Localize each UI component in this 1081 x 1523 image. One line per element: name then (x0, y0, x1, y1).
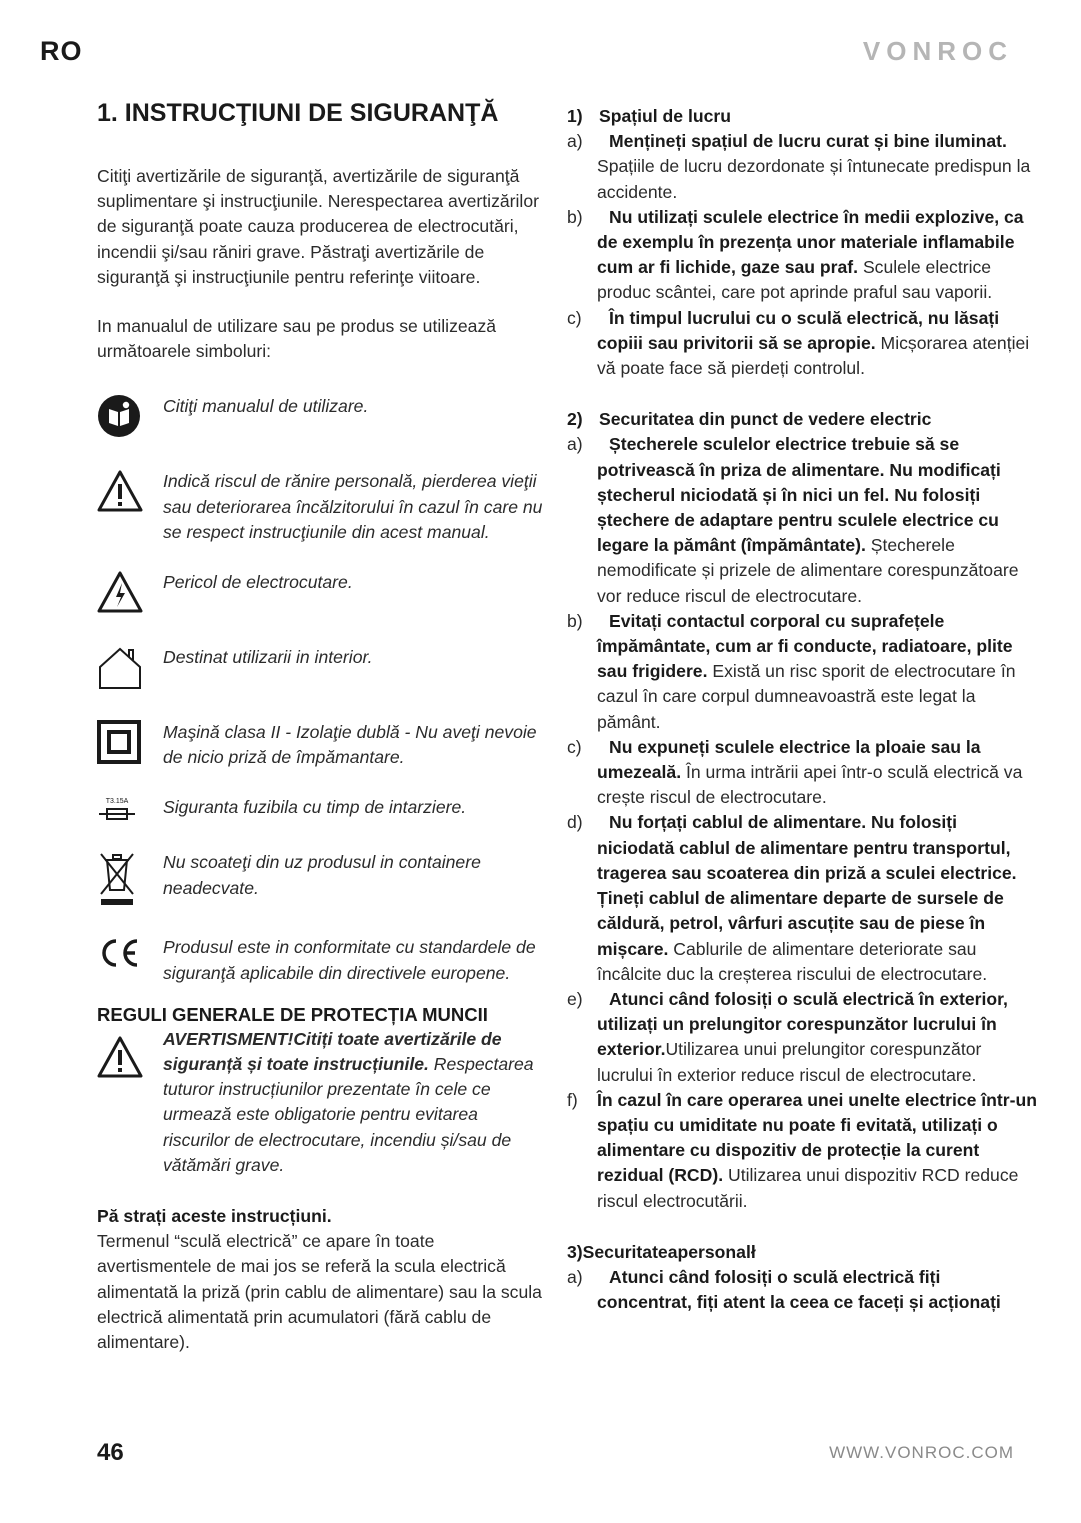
symbol-row (97, 720, 549, 770)
brand-logo: VONROC (862, 36, 1013, 66)
section-title: 3)Securitateapersonalł (567, 1241, 756, 1262)
general-rules-title: REGULI GENERALE DE PROTECȚIA MUNCII (97, 1003, 488, 1025)
item-label: d) (567, 812, 583, 833)
list-item (567, 609, 1037, 735)
class-ii-icon (97, 720, 147, 770)
list-item (567, 987, 1037, 1088)
list-item (567, 306, 1037, 382)
page-number: 46 (97, 1439, 124, 1466)
list-item (567, 432, 1037, 608)
electric-shock-icon (97, 570, 147, 620)
list-item (567, 1265, 1037, 1315)
item-label: b) (567, 206, 583, 227)
item-label: a) (567, 131, 583, 152)
website-link: WWW.VONROC.COM (829, 1443, 1014, 1462)
warning-triangle-icon (97, 469, 147, 519)
warning-body: Respectarea tuturor instrucțiunilor prezentate în cele ce urmează este obligatorie pentru evitarea riscurilor de electrocutare, incendiu și/sau de vătămări grave. (163, 1054, 534, 1175)
symbol-text: Siguranta fuzibila cu timp de intarziere. (163, 797, 467, 818)
symbol-text: Citiţi manualul de utilizare. (163, 396, 369, 417)
symbol-row (97, 935, 549, 985)
item-label: b) (567, 610, 583, 631)
item-bold: În cazul în care operarea unei unelte electrice într-un spațiu cu umiditate nu poate fi evitată, utilizați o alimentare cu dispozitiv de protecție la curent rezidual (RCD). (597, 1089, 1037, 1186)
item-text: Ștecherele nemodificate și prizele de alimentare corespunzătoare vor reduce riscul de electrocutare. (597, 535, 1019, 606)
item-label: c) (567, 307, 582, 328)
warning-bold: AVERTISMENT!Citiți toate avertizările de siguranță și toate instrucțiunile. (163, 1028, 502, 1075)
item-text: Micșorarea atenției vă poate face să pierdeți controlul. (597, 332, 1030, 379)
language-code: RO (40, 36, 83, 66)
section-heading (567, 104, 1037, 129)
item-text: Există un risc sporit de electrocutare în cazul în care corpul dumneavoastră este legat la pământ. (597, 661, 1016, 732)
item-text: Utilizarea unui dispozitiv RCD reduce riscul electrocutării. (597, 1165, 1019, 1211)
right-column (567, 104, 1037, 1315)
item-text: Sculele electrice produc scântei, care pot aprinde praful sau vaporii. (597, 257, 993, 303)
symbol-text: Produsul este in conformitate cu standardele de siguranţă aplicabile din directivele europene. (163, 937, 536, 983)
warning-triangle-icon (97, 1027, 147, 1086)
item-text: Utilizarea unui prelungitor corespunzător lucrului în exterior reduce riscul de electrocutare. (597, 1039, 982, 1085)
ce-mark-icon (97, 935, 147, 985)
fuse-label: T3.15A (105, 798, 129, 806)
warning-text (163, 1027, 549, 1178)
symbol-row (97, 850, 549, 910)
item-label: f) (567, 1089, 578, 1110)
read-manual-icon (97, 394, 147, 444)
section-title: Spațiul de lucru (599, 106, 731, 126)
list-item (567, 205, 1037, 306)
symbol-text: Pericol de electrocutare. (163, 572, 353, 593)
symbol-text: Indică riscul de rănire personală, pierderea vieţii sau deteriorarea încălzitorului în cazul în care nu se respect instrucţiunile din acest manual. (163, 471, 543, 542)
list-item (567, 735, 1037, 811)
left-column (97, 92, 549, 1355)
section-heading (567, 407, 1037, 432)
symbol-row (97, 645, 549, 695)
symbol-text: Nu scoateţi din uz produsul in containere neadecvate. (163, 852, 481, 898)
keep-instructions-title: Pă strați aceste instrucțiuni. (97, 1206, 332, 1227)
fuse-icon (97, 795, 147, 825)
symbol-row (97, 469, 549, 545)
symbol-row (97, 795, 549, 825)
indoor-house-icon (97, 645, 147, 695)
symbols-intro: In manualul de utilizare sau pe produs se utilizează următoarele simboluri: (97, 316, 497, 362)
item-bold: Mențineți spațiul de lucru curat și bine iluminat. (609, 131, 1007, 152)
item-bold: Atunci când folosiți o sculă electrică în exterior, utilizați un prelungitor corespunzător lucrului în exterior. (597, 988, 1008, 1060)
section-number: 1) (567, 106, 583, 126)
item-bold: Nu expuneți sculele electrice la ploaie sau la umezeală. (597, 736, 981, 783)
list-item (567, 129, 1037, 205)
item-bold: Evitați contactul corporal cu suprafețele împământate, cum ar fi conducte, radiatoare, plite sau frigidere. (597, 610, 1013, 682)
list-item (567, 1088, 1037, 1214)
intro-paragraph: Citiţi avertizările de siguranţă, avertizările de siguranţă suplimentare şi instrucţiunile. Nerespectarea avertizărilor de siguranţă poate cauza producerea de electrocutări, incendii şi/sau răniri grave. Păstraţi avertizările de siguranţă şi instrucţiunile pentru referinţe viitoare. (97, 166, 539, 287)
list-item (567, 810, 1037, 986)
item-bold: Nu forțați cablul de alimentare. Nu folosiți niciodată cablul de alimentare pentru transportul, tragerea sau scoaterea din priză a sculei electrice. Țineți cablul de alimentare departe de sursele de căldură, petrol, vârfuri ascuțite sau de piese în mișcare. (597, 812, 1017, 959)
item-bold: În timpul lucrului cu o sculă electrică, nu lăsați copiii sau privitorii să se apropie. (597, 307, 1000, 353)
crossed-bin-icon (97, 850, 147, 910)
section-title: Securitatea din punct de vedere electric (599, 409, 932, 430)
item-label: a) (567, 434, 583, 455)
symbol-text: Maşină clasa II - Izolaţie dublă - Nu aveţi nevoie de nicio priză de împămantare. (163, 722, 537, 768)
item-text: În urma intrării apei într-o sculă electrică va crește riscul de electrocutare. (597, 762, 1023, 808)
symbol-row (97, 570, 549, 620)
item-bold: Nu utilizați sculele electrice în medii explozive, ca de exemplu în prezența unor materiale inflamabile cum ar fi lichide, gaze sau praf. (597, 206, 1024, 278)
item-text: Cablurile de alimentare deteriorate sau încâlcite duc la creșterea riscului de electrocutare. (597, 938, 988, 984)
item-label: c) (567, 736, 582, 757)
symbol-row (97, 394, 549, 444)
item-text: Spațiile de lucru dezordonate și întunecate predispun la accidente. (597, 156, 1031, 202)
item-bold: Atunci când folosiți o sculă electrică fiți concentrat, fiți atent la ceea ce faceți și acționați (597, 1266, 1001, 1313)
section-title: 1. INSTRUCŢIUNI DE SIGURANŢĂ (97, 99, 499, 127)
section-number: 2) (567, 409, 583, 430)
section-heading (567, 1240, 1037, 1265)
item-label: a) (567, 1266, 583, 1287)
item-bold: Ștecherele sculelor electrice trebuie să se potrivească în priza de alimentare. Nu modificați ștecherul niciodată și în nici un fel. Nu folosiți ștechere de adaptare pentru sculele electrice cu legare la pământ (împământate). (597, 434, 1001, 556)
item-label: e) (567, 988, 583, 1009)
keep-instructions-text: Termenul “sculă electrică” ce apare în toate avertismentele de mai jos se referă la scula electrică alimentată la priză (prin cablu de alimentare) sau la scula electrică alimentată prin acumulatori (fără cablu de alimentare). (97, 1231, 542, 1353)
symbol-text: Destinat utilizarii in interior. (163, 647, 373, 668)
warning-block (97, 1027, 549, 1178)
